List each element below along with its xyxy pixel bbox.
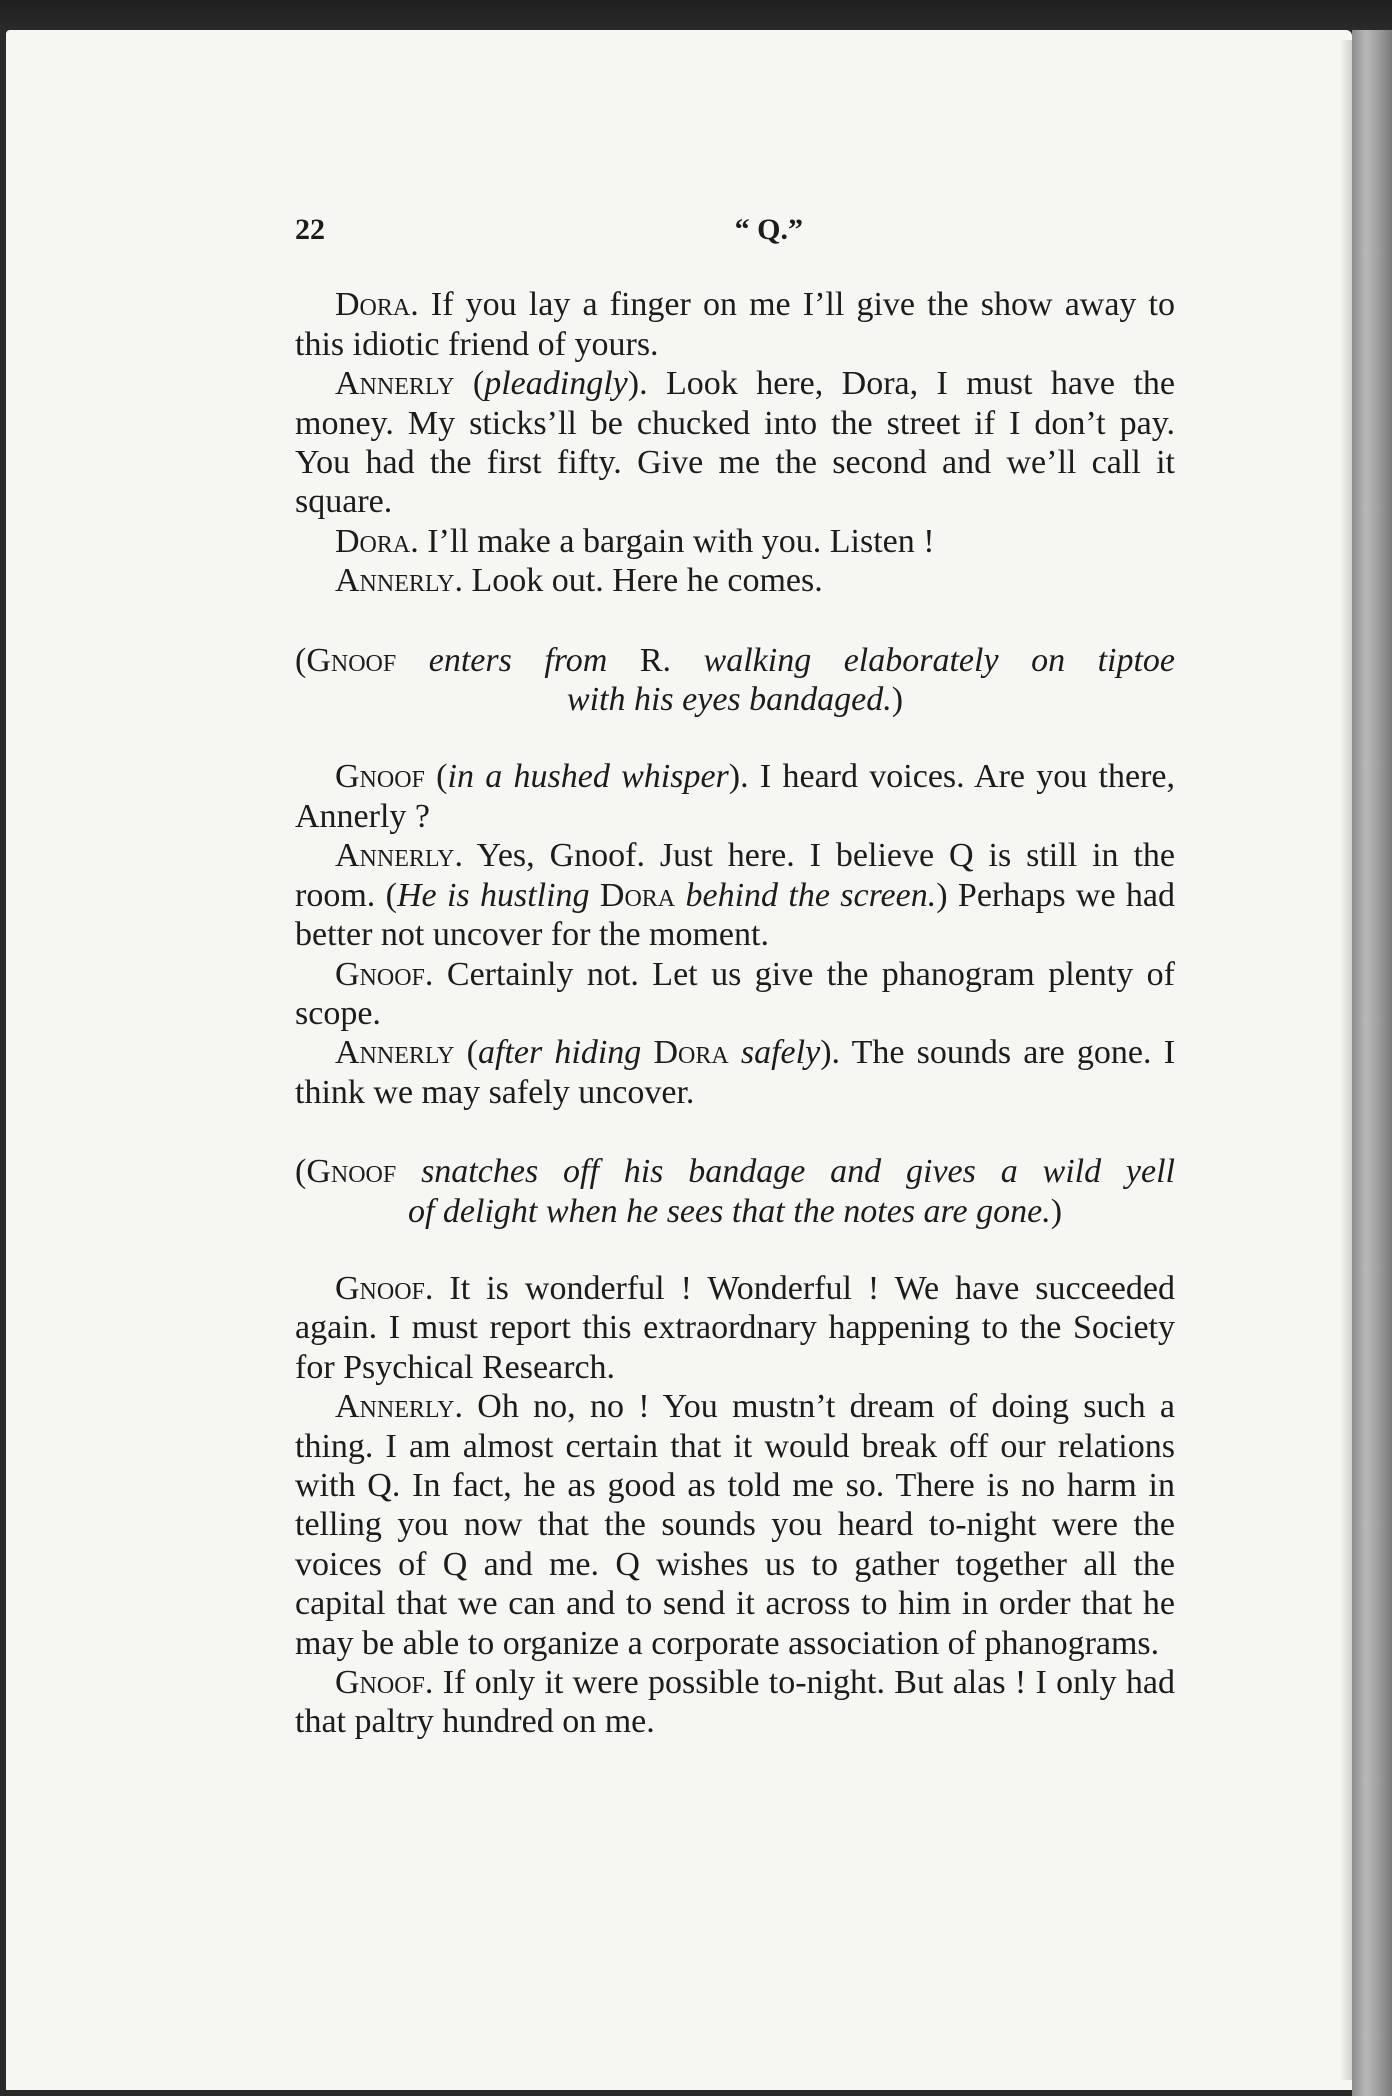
- speaker-name: Gnoof: [335, 955, 425, 993]
- speaker-name: Annerly: [335, 562, 455, 600]
- dialogue-annerly-2: Annerly. Look out. Here he comes.: [335, 562, 823, 600]
- speaker-name: Dora: [599, 876, 676, 914]
- stage-direction-inline: behind the screen.: [685, 876, 937, 914]
- stage-direction-inline: pleadingly: [484, 365, 628, 403]
- stage-direction-inline: in a hushed whisper: [447, 758, 729, 796]
- stage-direction-text: with his eyes bandaged.: [566, 681, 892, 719]
- speaker-name: Gnoof: [335, 758, 425, 796]
- dialogue-annerly-5: Annerly. Oh no, no ! You mustn’t dream of doing such a thing. I am almost certain that it would break off our relations with Q. In fact, he as good as told me so. There is no harm in telling you now that the sounds you heard to-night were the voices of Q and me. Q wishes us to gather together all the capital that we can and to send it across to him in order that he may be able to organize a corporate association of phanograms.: [295, 1388, 1175, 1662]
- stage-direction-inline: He is hustling: [396, 876, 590, 914]
- dialogue-text: Look out. Here he comes.: [471, 562, 823, 600]
- speaker-name: Dora: [335, 286, 411, 324]
- dialogue-dora-2: Dora. I’ll make a bargain with you. Listen !: [335, 522, 935, 560]
- speaker-name: Annerly: [335, 1388, 455, 1426]
- dialogue-gnoof-1: Gnoof (in a hushed whisper). I heard voices. Are you there, Annerly ?: [295, 758, 1176, 835]
- dialogue-annerly-3: Annerly. Yes, Gnoof. Just here. I believe Q is still in the room. (He is hustling Dora behind the screen.) Perhaps we had better not uncover for the moment.: [295, 837, 1175, 954]
- dialogue-gnoof-4: Gnoof. If only it were possible to-night. But alas ! I only had that paltry hundred on me.: [295, 1664, 1175, 1741]
- dialogue-annerly-4: Annerly (after hiding Dora safely). The sounds are gone. I think we may safely uncover.: [295, 1034, 1176, 1111]
- dialogue-text: Perhaps we had better not uncover for the moment.: [295, 876, 1175, 954]
- speaker-name: Annerly: [335, 1034, 455, 1072]
- dialogue-text: The sounds are gone. I think we may safely uncover.: [295, 1034, 1176, 1111]
- speaker-name: Annerly: [335, 837, 455, 875]
- stage-direction-text: walking elaborately on tiptoe: [703, 641, 1176, 679]
- stage-direction-text: snatches off his bandage and gives a wild yell: [421, 1153, 1176, 1191]
- page-number: 22: [295, 213, 325, 246]
- dialogue-text: I’ll make a bargain with you. Listen !: [427, 522, 935, 560]
- dialogue-text: If only it were possible to-night. But alas ! I only had that paltry hundred on me.: [295, 1664, 1175, 1741]
- stage-direction-inline: after hiding: [477, 1034, 642, 1072]
- stage-direction-inline: safely: [740, 1034, 821, 1072]
- dialogue-annerly-1: Annerly (pleadingly). Look here, Dora, I must have the money. My sticks’ll be chucked into the street if I don’t pay. You had the first fifty. Give me the second and we’ll call it square.: [295, 365, 1175, 521]
- dialogue-gnoof-3: Gnoof. It is wonderful ! Wonderful ! We have succeeded again. I must report this extraordnary happening to the Society for Psychical Research.: [295, 1269, 1175, 1386]
- speaker-name: Gnoof: [306, 641, 397, 679]
- stage-direction-text: of delight when he sees that the notes are gone.: [407, 1192, 1051, 1230]
- stage-direction-text: R.: [639, 641, 672, 679]
- dialogue-text: Look here, Dora, I must have the money. My sticks’ll be chucked into the street if I don’t pay. You had the first fifty. Give me the second and we’ll call it square.: [295, 365, 1175, 521]
- speaker-name: Gnoof: [335, 1664, 425, 1701]
- speaker-name: Dora: [335, 522, 411, 560]
- dialogue-gnoof-2: Gnoof. Certainly not. Let us give the phanogram plenty of scope.: [295, 955, 1176, 1032]
- speaker-name: Gnoof: [306, 1153, 397, 1191]
- dialogue-dora-1: Dora. If you lay a finger on me I’ll give the show away to this idiotic friend of yours.: [295, 286, 1176, 363]
- book-edge: [1352, 30, 1392, 2096]
- dialogue-text: It is wonderful ! Wonderful ! We have succeeded again. I must report this extraordnary happening to the Society for Psychical Research.: [295, 1269, 1175, 1386]
- dialogue-text: If you lay a finger on me I’ll give the show away to this idiotic friend of yours.: [295, 286, 1176, 363]
- stage-direction-text: enters from: [428, 641, 608, 679]
- speaker-name: Dora: [653, 1034, 729, 1072]
- running-title: “ Q.”: [734, 213, 803, 246]
- dialogue-text: Yes, Gnoof. Just here. I believe Q is still in the room.: [295, 837, 1175, 914]
- stage-direction-1: (Gnoof enters from R. walking elaborately on tiptoe with his eyes bandaged.): [295, 641, 1176, 719]
- stage-direction-2: (Gnoof snatches off his bandage and gives a wild yell of delight when he sees that the notes are gone.): [295, 1153, 1176, 1230]
- speaker-name: Gnoof: [335, 1269, 425, 1307]
- dialogue-text: Certainly not. Let us give the phanogram plenty of scope.: [295, 955, 1176, 1032]
- dialogue-text: Oh no, no ! You mustn’t dream of doing such a thing. I am almost certain that it would break off our relations with Q. In fact, he as good as told me so. There is no harm in telling you now that the sounds you heard to-night were the voices of Q and me. Q wishes us to gather together all the capital that we can and to send it across to him in order that he may be able to organize a corporate association of phanograms.: [295, 1388, 1175, 1662]
- speaker-name: Annerly: [335, 365, 455, 403]
- page-text: [295, 210, 1175, 1742]
- dialogue-text: I heard voices. Are you there, Annerly ?: [295, 758, 1176, 835]
- page-header: [295, 210, 1175, 249]
